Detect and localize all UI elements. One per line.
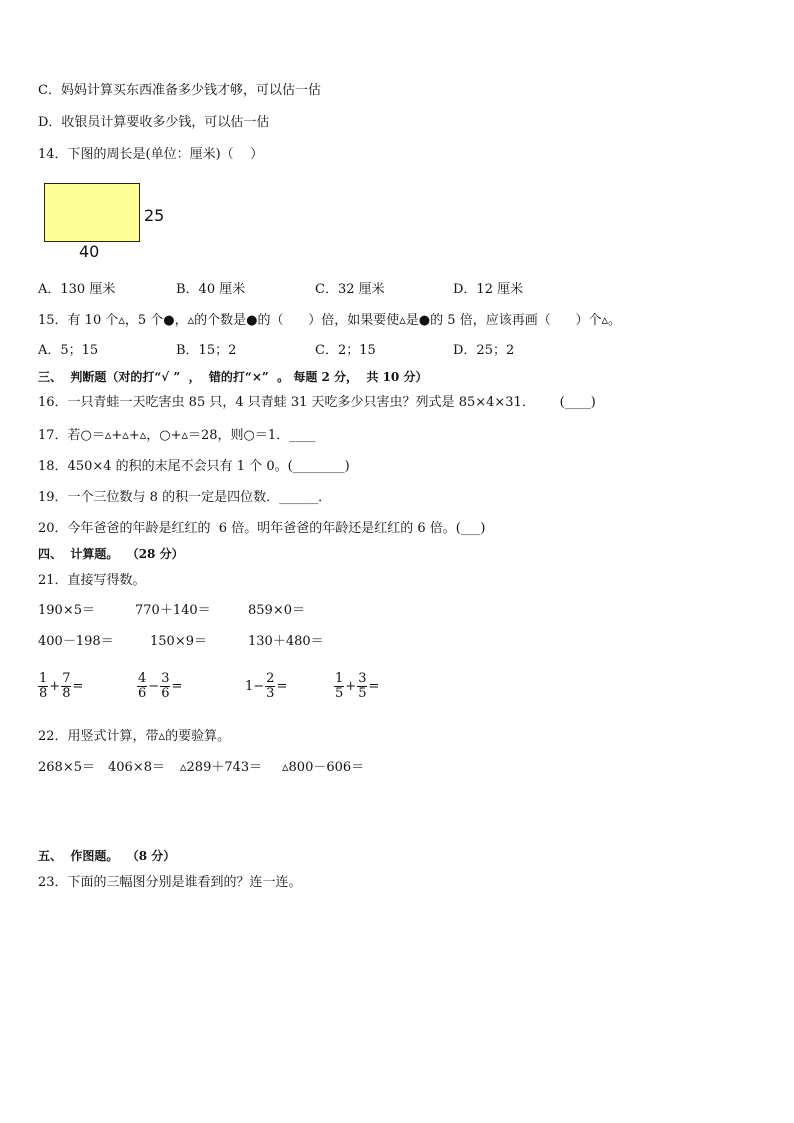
question-22: 22．用竖式计算，带▵的要验算。 — [38, 729, 231, 744]
question-15: 15．有 10 个▵，5 个●，▵的个数是●的（ ）倍，如果要使▵是●的 5 倍，应该再画（ ）个▵。 — [38, 313, 622, 328]
q15-option-a: A．5；15 — [38, 343, 99, 358]
operator: + — [49, 679, 61, 694]
q14-option-a: A．130 厘米 — [38, 282, 116, 297]
numerator: 3 — [161, 671, 170, 686]
q21-expr-5: 150×9＝ — [150, 634, 207, 649]
equals-sign: = — [72, 679, 84, 694]
fraction — [61, 672, 71, 701]
q21-fraction-expr-4 — [334, 672, 380, 701]
section-5-heading: 五、 作图题。 （8 分） — [38, 849, 176, 863]
q15-option-c: C．2；15 — [315, 343, 376, 358]
denominator: 6 — [138, 686, 147, 701]
numerator: 7 — [62, 671, 71, 686]
fraction — [38, 672, 48, 701]
q21-expr-2: 770＋140＝ — [135, 603, 211, 618]
rectangle-height-label: 25 — [144, 206, 165, 225]
q21-fraction-expr-3 — [244, 672, 288, 701]
q21-expr-1: 190×5＝ — [38, 603, 95, 618]
denominator: 6 — [161, 686, 170, 701]
fraction — [357, 672, 367, 701]
denominator: 5 — [335, 686, 344, 701]
q21-expr-4: 400－198＝ — [38, 634, 114, 649]
fraction — [334, 672, 344, 701]
q21-fraction-expr-1 — [38, 672, 84, 701]
numerator: 1 — [39, 671, 48, 686]
q14-option-b: B．40 厘米 — [176, 282, 246, 297]
numerator: 2 — [266, 671, 275, 686]
q22-expr-2: 406×8＝ — [108, 760, 165, 775]
rectangle-width-label: 40 — [79, 242, 100, 261]
q13-option-d: D．收银员计算要收多少钱，可以估一估 — [38, 115, 270, 130]
q14-option-c: C．32 厘米 — [315, 282, 385, 297]
q21-expr-6: 130＋480＝ — [248, 634, 324, 649]
numerator: 4 — [138, 671, 147, 686]
rectangle-figure — [44, 183, 140, 242]
q15-option-d: D．25；2 — [453, 343, 515, 358]
numerator: 1 — [335, 671, 344, 686]
numerator: 3 — [358, 671, 367, 686]
question-21: 21．直接写得数。 — [38, 573, 146, 588]
question-17: 17．若○＝▵+▵+▵，○+▵＝28，则○＝1．____ — [38, 428, 316, 443]
fraction — [137, 672, 147, 701]
equals-sign: = — [276, 679, 288, 694]
q13-option-c: C．妈妈计算买东西准备多少钱才够，可以估一估 — [38, 83, 321, 98]
equals-sign: = — [171, 679, 183, 694]
denominator: 8 — [39, 686, 48, 701]
q21-fraction-expr-2 — [137, 672, 183, 701]
q14-option-d: D．12 厘米 — [453, 282, 524, 297]
operator: + — [345, 679, 357, 694]
whole-number-operator: 1− — [245, 679, 265, 694]
fraction — [265, 672, 275, 701]
q22-expr-3: ▵289＋743＝ — [180, 760, 263, 775]
denominator: 8 — [62, 686, 71, 701]
question-16: 16．一只青蛙一天吃害虫 85 只，4 只青蛙 31 天吃多少只害虫？列式是 85×4×31． (____) — [38, 395, 596, 410]
section-3-heading: 三、 判断题（对的打“√ ” ， 错的打“×” 。 每题 2 分， 共 10 分） — [38, 370, 428, 384]
question-19: 19．一个三位数与 8 的积一定是四位数．______． — [38, 490, 332, 505]
question-18: 18．450×4 的积的末尾不会只有 1 个 0。(________) — [38, 459, 350, 474]
q21-expr-3: 859×0＝ — [248, 603, 305, 618]
equals-sign: = — [368, 679, 380, 694]
q15-option-b: B．15；2 — [176, 343, 237, 358]
q22-expr-1: 268×5＝ — [38, 760, 95, 775]
q22-expr-4: ▵800－606＝ — [282, 760, 365, 775]
question-23: 23．下面的三幅图分别是谁看到的？连一连。 — [38, 875, 302, 890]
denominator: 5 — [358, 686, 367, 701]
operator: − — [148, 679, 160, 694]
section-4-heading: 四、 计算题。 （28 分） — [38, 547, 184, 561]
question-20: 20．今年爸爸的年龄是红红的 6 倍。明年爸爸的年龄还是红红的 6 倍。(___) — [38, 521, 486, 536]
denominator: 3 — [266, 686, 275, 701]
question-14: 14．下图的周长是(单位：厘米)（ ） — [38, 147, 264, 162]
fraction — [160, 672, 170, 701]
